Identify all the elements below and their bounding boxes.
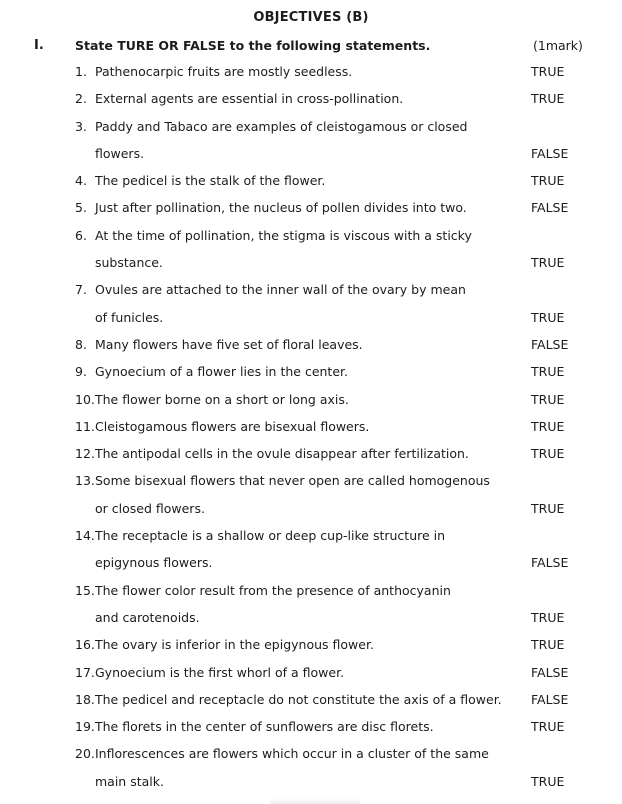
- question-line: [0, 549, 622, 576]
- question-text: The antipodal cells in the ovule disappear after fertilization.: [95, 446, 469, 462]
- answer-label: FALSE: [531, 200, 569, 216]
- question-number: 15.: [75, 582, 95, 598]
- question-number: 8.: [75, 336, 87, 352]
- question-line: [0, 577, 622, 604]
- question-line: [0, 140, 622, 167]
- answer-label: TRUE: [531, 91, 565, 107]
- question-text: Inflorescences are flowers which occur in a cluster of the same: [95, 746, 489, 762]
- question-number: 20.: [75, 746, 95, 762]
- question-line: [0, 522, 622, 549]
- question-text: Gynoecium is the first whorl of a flower.: [95, 664, 345, 680]
- answer-label: TRUE: [531, 64, 565, 79]
- question-text: and carotenoids.: [95, 609, 200, 625]
- answer-label: FALSE: [531, 691, 569, 707]
- answer-label: FALSE: [531, 555, 569, 571]
- question-number: 17.: [75, 664, 95, 680]
- answer-label: TRUE: [531, 609, 565, 625]
- question-line: [0, 659, 622, 686]
- question-text: of funicles.: [95, 309, 164, 325]
- question-line: [0, 440, 622, 467]
- answer-label: FALSE: [531, 145, 569, 161]
- question-text: External agents are essential in cross-pollination.: [95, 91, 404, 107]
- question-text: The ovary is inferior in the epigynous flower.: [95, 637, 374, 653]
- answer-label: TRUE: [531, 173, 565, 189]
- question-line: [0, 467, 622, 494]
- question-text: The flower borne on a short or long axis.: [95, 391, 349, 407]
- question-text: The receptacle is a shallow or deep cup-like structure in: [95, 528, 446, 544]
- question-line: [0, 631, 622, 658]
- answer-label: TRUE: [531, 637, 565, 653]
- question-line: [0, 713, 622, 740]
- question-line: [0, 167, 622, 194]
- question-text: substance.: [95, 255, 163, 271]
- question-line: [0, 276, 622, 303]
- question-text: Many flowers have five set of floral leaves.: [95, 336, 363, 352]
- question-number: 6.: [75, 227, 87, 243]
- answer-label: TRUE: [531, 309, 565, 325]
- question-text: epigynous flowers.: [95, 555, 213, 571]
- question-list: [0, 58, 622, 795]
- question-line: [0, 740, 622, 767]
- section-number: I.: [34, 38, 44, 53]
- question-line: [0, 495, 622, 522]
- question-number: 12.: [75, 446, 95, 462]
- page-edge-shadow: [270, 798, 360, 804]
- section-instruction: State TURE OR FALSE to the following statements.: [75, 38, 431, 53]
- answer-label: TRUE: [531, 364, 565, 380]
- question-line: [0, 604, 622, 631]
- answer-label: FALSE: [531, 336, 569, 352]
- question-number: 3.: [75, 118, 87, 134]
- question-number: 9.: [75, 364, 87, 380]
- answer-label: TRUE: [531, 500, 565, 516]
- question-text: Some bisexual flowers that never open are called homogenous: [95, 473, 490, 489]
- question-line: [0, 222, 622, 249]
- answer-label: TRUE: [531, 446, 565, 462]
- question-text: Just after pollination, the nucleus of pollen divides into two.: [95, 200, 467, 216]
- marks-label: (1mark): [533, 38, 583, 53]
- question-text: The florets in the center of sunflowers are disc florets.: [95, 719, 434, 735]
- question-number: 13.: [75, 473, 95, 489]
- question-number: 2.: [75, 91, 87, 107]
- question-text: The pedicel is the stalk of the flower.: [95, 173, 326, 189]
- question-text: flowers.: [95, 145, 145, 161]
- question-number: 10.: [75, 391, 95, 407]
- answer-label: TRUE: [531, 773, 565, 789]
- answer-label: TRUE: [531, 255, 565, 271]
- question-number: 16.: [75, 637, 95, 653]
- question-line: [0, 85, 622, 112]
- question-text: Paddy and Tabaco are examples of cleistogamous or closed: [95, 118, 468, 134]
- question-line: [0, 113, 622, 140]
- question-line: [0, 358, 622, 385]
- question-text: main stalk.: [95, 773, 164, 789]
- answer-label: TRUE: [531, 391, 565, 407]
- question-number: 5.: [75, 200, 87, 216]
- question-text: The pedicel and receptacle do not constitute the axis of a flower.: [95, 691, 502, 707]
- answer-label: FALSE: [531, 664, 569, 680]
- question-number: 7.: [75, 282, 87, 298]
- question-line: [0, 386, 622, 413]
- question-number: 19.: [75, 719, 95, 735]
- question-line: [0, 686, 622, 713]
- question-number: 1.: [75, 64, 87, 79]
- question-number: 14.: [75, 528, 95, 544]
- question-text: Ovules are attached to the inner wall of the ovary by mean: [95, 282, 466, 298]
- question-number: 4.: [75, 173, 87, 189]
- question-text: Cleistogamous flowers are bisexual flowers.: [95, 418, 370, 434]
- question-line: [0, 58, 622, 85]
- question-line: [0, 304, 622, 331]
- question-line: [0, 331, 622, 358]
- question-text: Pathenocarpic fruits are mostly seedless.: [95, 64, 353, 79]
- question-number: 11.: [75, 418, 95, 434]
- question-line: [0, 194, 622, 221]
- answer-label: TRUE: [531, 719, 565, 735]
- page-title: OBJECTIVES (B): [253, 10, 369, 25]
- question-line: [0, 768, 622, 795]
- question-text: or closed flowers.: [95, 500, 205, 516]
- question-text: The flower color result from the presence of anthocyanin: [95, 582, 451, 598]
- question-line: [0, 413, 622, 440]
- answer-label: TRUE: [531, 418, 565, 434]
- question-text: Gynoecium of a flower lies in the center.: [95, 364, 348, 380]
- question-text: At the time of pollination, the stigma is viscous with a sticky: [95, 227, 472, 243]
- question-line: [0, 249, 622, 276]
- question-number: 18.: [75, 691, 95, 707]
